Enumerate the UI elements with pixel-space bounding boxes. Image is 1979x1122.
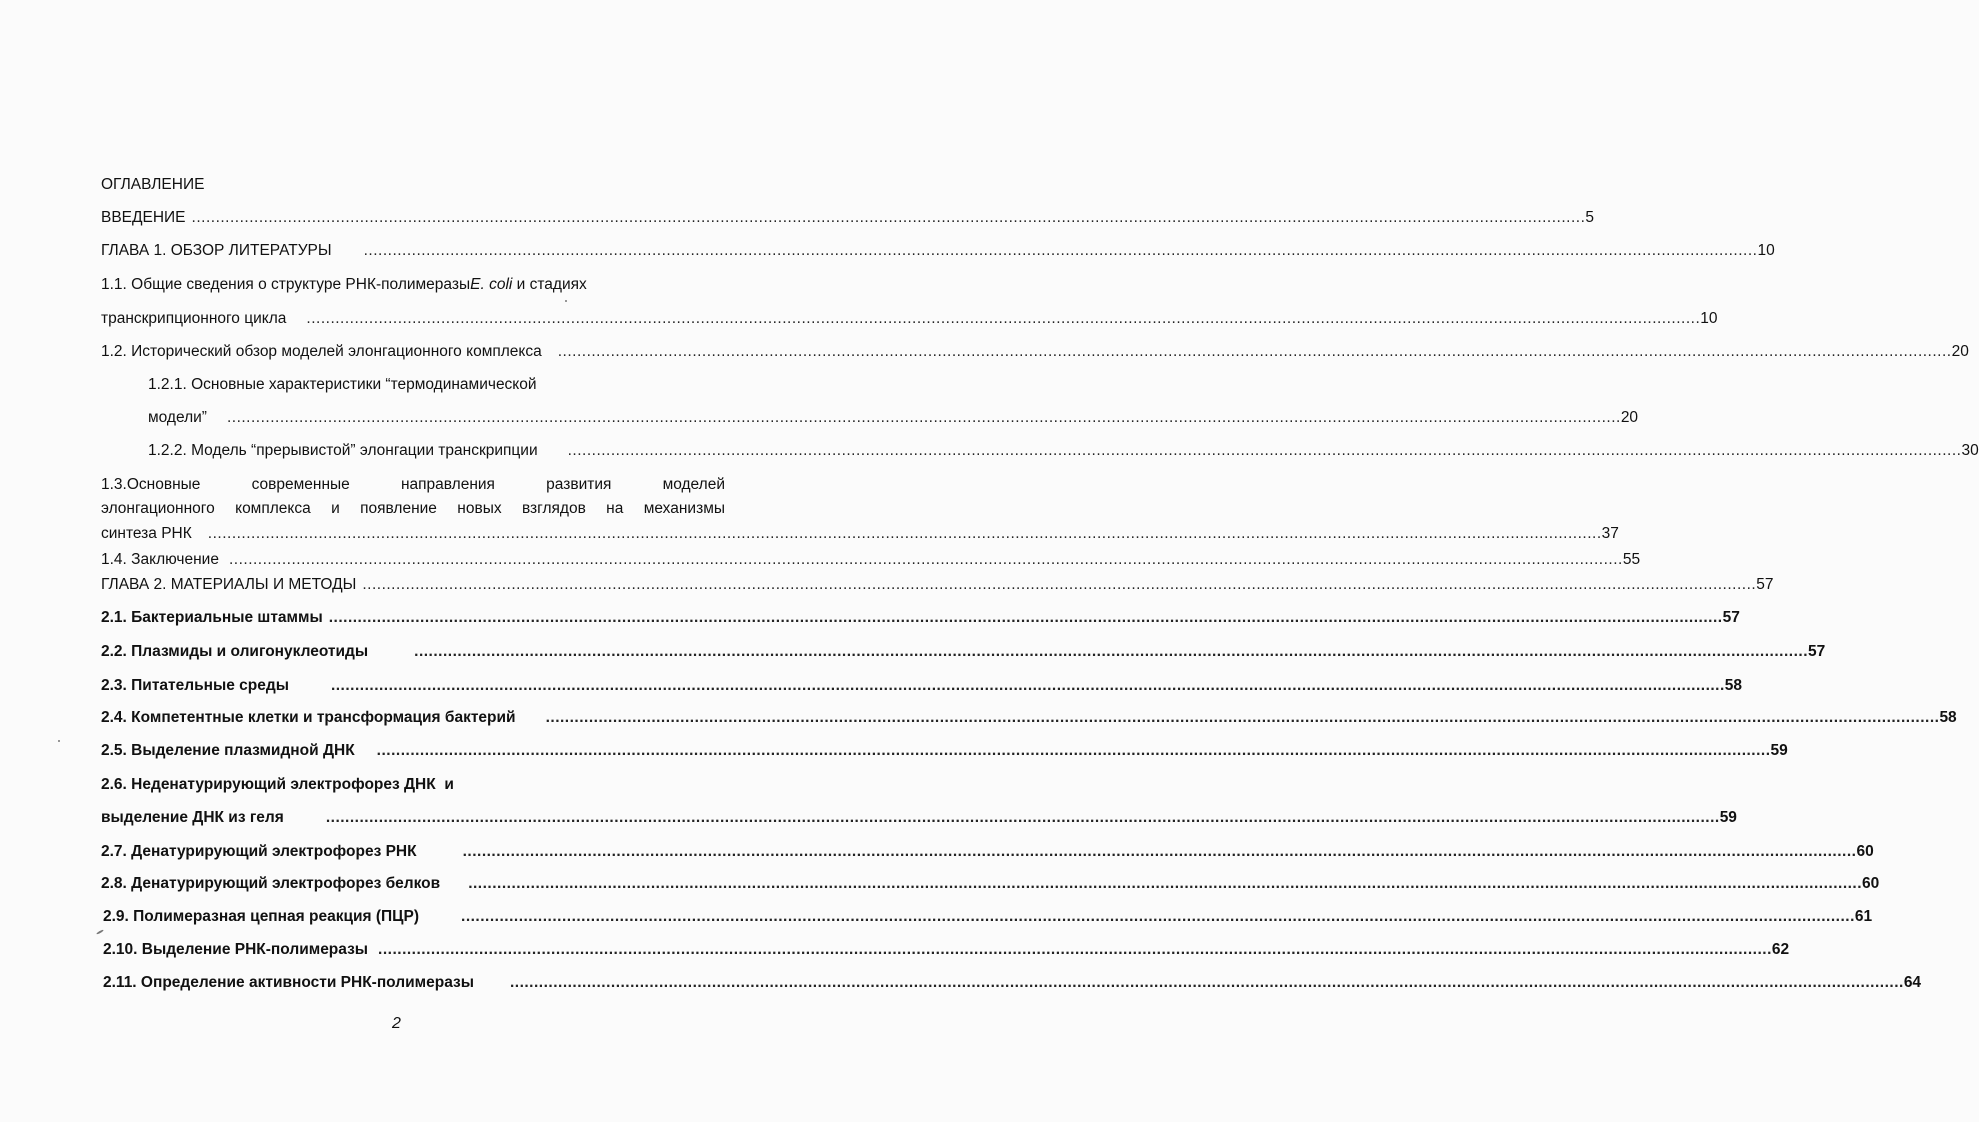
toc-entry-page: 59 <box>1719 809 1737 826</box>
toc-entry-title: ВВЕДЕНИЕ <box>101 209 186 226</box>
toc-leader-dots: .................................................................................................................................................................................................................................................................................................. <box>414 643 1808 660</box>
toc-entry-title: выделение ДНК из геля <box>101 809 284 826</box>
toc-entry-2-4[interactable] <box>101 708 1957 728</box>
toc-entry-title: 2.8. Денатурирующий электрофорез белков <box>101 875 441 892</box>
toc-leader-dots: .................................................................................................................................................................................................................................................................................................. <box>509 974 1904 991</box>
toc-entry-2-8[interactable] <box>101 874 1880 894</box>
toc-entry-1-2-2[interactable] <box>148 441 1979 461</box>
toc-entry-2-6[interactable] <box>101 775 454 795</box>
toc-leader-dots: .................................................................................................................................................................................................................................................................................................. <box>228 551 1623 568</box>
toc-entry-title: синтеза РНК <box>101 525 192 542</box>
toc-entry-page: 5 <box>1585 209 1595 226</box>
toc-entry-title: 2.2. Плазмиды и олигонуклеотиды <box>101 643 369 660</box>
toc-heading: ОГЛАВЛЕНИЕ <box>101 176 205 193</box>
toc-entry-title: 2.4. Компетентные клетки и трансформация бактерий <box>101 709 516 726</box>
toc-leader-dots: .................................................................................................................................................................................................................................................................................................. <box>567 442 1962 459</box>
toc-entry-title: 2.7. Денатурирующий электрофорез РНК <box>101 843 417 860</box>
toc-entry-page: 62 <box>1771 941 1790 958</box>
toc-entry-1-2-1[interactable] <box>148 375 537 395</box>
toc-leader-dots: .................................................................................................................................................................................................................................................................................................. <box>330 677 1725 694</box>
scan-speck <box>96 929 104 935</box>
toc-entry-title: 1.2.2. Модель “прерывистой” элонгации транскрипции <box>148 442 538 459</box>
toc-leader-dots: .................................................................................................................................................................................................................................................................................................. <box>376 742 1771 759</box>
toc-leader-dots: .................................................................................................................................................................................................................................................................................................. <box>363 242 1758 259</box>
toc-entry-page: 59 <box>1770 742 1788 759</box>
toc-entry-1-1[interactable] <box>101 275 587 295</box>
toc-entry-page: 58 <box>1939 709 1957 726</box>
toc-entry-2-3[interactable] <box>101 676 1743 696</box>
toc-entry-page: 64 <box>1903 974 1922 991</box>
toc-entry-2-5[interactable] <box>101 741 1788 761</box>
toc-entry-title: 1.2.1. Основные характеристики “термодинамической <box>148 376 537 393</box>
toc-entry-chapter-1[interactable] <box>101 241 1775 261</box>
toc-leader-dots: .................................................................................................................................................................................................................................................................................................. <box>207 525 1602 542</box>
toc-entry-title-part: и стадиях <box>512 276 587 293</box>
scan-speck <box>565 300 567 302</box>
toc-entry-page: 57 <box>1756 576 1774 593</box>
toc-leader-dots: .................................................................................................................................................................................................................................................................................................. <box>306 310 1701 327</box>
toc-leader-dots: .................................................................................................................................................................................................................................................................................................. <box>545 709 1940 726</box>
scan-speck <box>58 740 60 742</box>
toc-leader-dots: .................................................................................................................................................................................................................................................................................................. <box>362 576 1757 593</box>
toc-entry-title: ГЛАВА 1. ОБЗОР ЛИТЕРАТУРЫ <box>101 242 332 259</box>
toc-entry-page: 10 <box>1757 242 1775 259</box>
toc-entry-page: 37 <box>1601 525 1619 542</box>
toc-entry-2-2[interactable] <box>101 642 1826 662</box>
toc-entry-title: транскрипционного цикла <box>101 310 287 327</box>
toc-entry-title: ГЛАВА 2. МАТЕРИАЛЫ И МЕТОДЫ <box>101 576 357 593</box>
toc-entry-1-2[interactable] <box>101 342 1969 362</box>
toc-entry-page: 60 <box>1856 843 1874 860</box>
toc-entry-1-3-end[interactable] <box>101 524 1619 544</box>
toc-entry-page: 58 <box>1724 677 1743 694</box>
toc-entry-1-1-cont[interactable] <box>101 309 1718 329</box>
toc-leader-dots: .................................................................................................................................................................................................................................................................................................. <box>461 908 1855 925</box>
toc-leader-dots: .................................................................................................................................................................................................................................................................................................. <box>462 843 1857 860</box>
toc-entry-1-4[interactable] <box>101 550 1641 570</box>
toc-entry-1-3-cont: элонгационного комплекса и появление новых взглядов на механизмы <box>101 500 725 517</box>
toc-leader-dots: .................................................................................................................................................................................................................................................................................................. <box>557 343 1952 360</box>
toc-entry-introduction[interactable] <box>101 208 1595 228</box>
toc-entry-page: 57 <box>1808 643 1826 660</box>
toc-entry-title: 1.2. Исторический обзор моделей элонгационного комплекса <box>101 343 542 360</box>
toc-entry-page: 60 <box>1862 875 1880 892</box>
toc-entry-title: 2.3. Питательные среды <box>101 677 289 694</box>
toc-entry-title: 1.4. Заключение <box>101 551 219 568</box>
toc-entry-2-10[interactable] <box>103 940 1790 960</box>
toc-entry-title: 2.10. Выделение РНК-полимеразы <box>103 941 369 958</box>
toc-entry-title: 2.1. Бактериальные штаммы <box>101 609 323 626</box>
toc-leader-dots: .................................................................................................................................................................................................................................................................................................. <box>328 609 1723 626</box>
toc-entry-title: 2.6. Неденатурирующий электрофорез ДНК и <box>101 776 454 793</box>
toc-entry-page: 20 <box>1951 343 1969 360</box>
toc-entry-chapter-2[interactable] <box>101 575 1774 595</box>
toc-entry-title: 2.9. Полимеразная цепная реакция (ПЦР) <box>103 908 420 925</box>
toc-leader-dots: .................................................................................................................................................................................................................................................................................................. <box>468 875 1863 892</box>
toc-entry-2-6-cont[interactable] <box>101 808 1737 828</box>
toc-leader-dots: .................................................................................................................................................................................................................................................................................................. <box>191 209 1586 226</box>
toc-leader-dots: .................................................................................................................................................................................................................................................................................................. <box>378 941 1772 958</box>
toc-entry-title: 2.5. Выделение плазмидной ДНК <box>101 742 355 759</box>
toc-entry-title-italic: E. coli <box>470 276 513 293</box>
toc-entry-page: 57 <box>1722 609 1740 626</box>
toc-entry-2-7[interactable] <box>101 842 1874 862</box>
toc-entry-2-1[interactable] <box>101 608 1740 628</box>
toc-entry-page: 61 <box>1854 908 1873 925</box>
toc-entry-2-9[interactable] <box>103 907 1873 927</box>
toc-entry-title-part: 1.1. Общие сведения о структуре РНК-полимеразы <box>101 276 471 293</box>
toc-entry-page: 20 <box>1620 409 1639 426</box>
toc-entry-title: 2.11. Определение активности РНК-полимеразы <box>103 974 474 991</box>
toc-entry-1-2-1-cont[interactable] <box>148 408 1639 428</box>
toc-leader-dots: .................................................................................................................................................................................................................................................................................................. <box>325 809 1720 826</box>
toc-entry-page: 30 <box>1961 442 1979 459</box>
toc-entry-page: 10 <box>1700 310 1718 327</box>
toc-leader-dots: .................................................................................................................................................................................................................................................................................................. <box>226 409 1621 426</box>
toc-entry-1-3[interactable]: 1.3.Основные современные направления развития моделей <box>101 476 725 493</box>
toc-entry-title: модели” <box>148 409 207 426</box>
page-number: 2 <box>392 1015 401 1032</box>
toc-entry-2-11[interactable] <box>103 973 1922 993</box>
toc-entry-page: 55 <box>1622 551 1641 568</box>
